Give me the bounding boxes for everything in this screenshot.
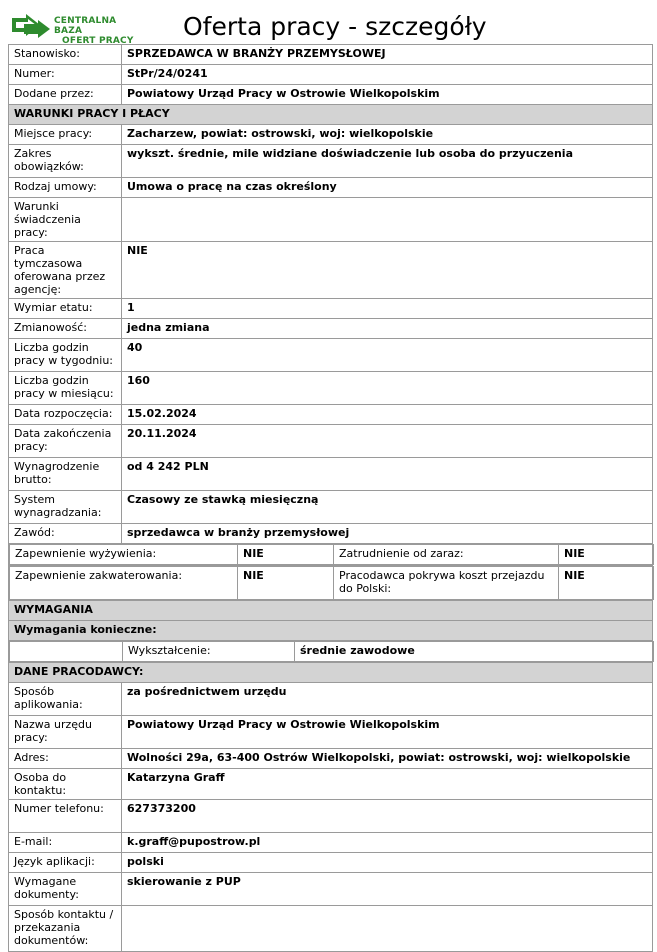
value-shifts: jedna zmiana: [122, 319, 653, 339]
row-pay-system: [9, 491, 653, 524]
row-email: [9, 833, 653, 853]
label-position: Stanowisko:: [9, 45, 122, 65]
label-fte: Wymiar etatu:: [9, 299, 122, 319]
row-flags-1: [9, 544, 653, 566]
page-header: [0, 0, 657, 44]
row-shifts: [9, 319, 653, 339]
label-shifts: Zmianowość:: [9, 319, 122, 339]
value-fte: 1: [122, 299, 653, 319]
value-salary: od 4 242 PLN: [122, 458, 653, 491]
label-start-date: Data rozpoczęcia:: [9, 405, 122, 425]
row-work-conditions: [9, 198, 653, 242]
row-education: [9, 641, 653, 663]
logo-line-2: OFERT PRACY: [62, 36, 134, 46]
value-work-conditions: [122, 198, 653, 242]
label-address: Adres:: [9, 749, 122, 769]
value-address: Wolności 29a, 63-400 Ostrów Wielkopolski, powiat: ostrowski, woj: wielkopolskie: [122, 749, 653, 769]
label-documents: Wymagane dokumenty:: [9, 873, 122, 906]
value-education: średnie zawodowe: [295, 642, 654, 662]
offer-details-table: [8, 44, 653, 952]
label-duties: Zakres obowiązków:: [9, 145, 122, 178]
section-conditions: [9, 105, 653, 125]
label-pay-system: System wynagradzania:: [9, 491, 122, 524]
row-workplace: [9, 125, 653, 145]
value-phone: 627373200: [122, 800, 653, 833]
value-workplace: Zacharzew, powiat: ostrowski, woj: wielkopolskie: [122, 125, 653, 145]
page-title: Oferta pracy - szczegóły: [183, 12, 487, 41]
section-employer: [9, 663, 653, 683]
row-address: [9, 749, 653, 769]
value-contract-type: Umowa o pracę na czas określony: [122, 178, 653, 198]
label-contract-type: Rodzaj umowy:: [9, 178, 122, 198]
label-office-name: Nazwa urzędu pracy:: [9, 716, 122, 749]
education-spacer: [10, 642, 123, 662]
value-temp-agency: NIE: [122, 242, 653, 299]
label-added-by: Dodane przez:: [9, 85, 122, 105]
value-pay-system: Czasowy ze stawką miesięczną: [122, 491, 653, 524]
row-duties: [9, 145, 653, 178]
row-fte: [9, 299, 653, 319]
value-hours-month: 160: [122, 372, 653, 405]
row-office-name: [9, 716, 653, 749]
label-education: Wykształcenie:: [123, 642, 295, 662]
flags-2-cell: [9, 566, 653, 601]
row-phone: [9, 800, 653, 833]
value-food: NIE: [238, 545, 334, 565]
value-office-name: Powiatowy Urząd Pracy w Ostrowie Wielkopolskim: [122, 716, 653, 749]
row-contact-method: [9, 906, 653, 952]
value-hours-week: 40: [122, 339, 653, 372]
section-conditions-title: WARUNKI PRACY I PŁACY: [9, 105, 653, 125]
label-occupation: Zawód:: [9, 524, 122, 544]
row-apply-method: [9, 683, 653, 716]
row-end-date: [9, 425, 653, 458]
row-start-date: [9, 405, 653, 425]
value-duties: wykszt. średnie, mile widziane doświadczenie lub osoba do przyuczenia: [122, 145, 653, 178]
row-position: [9, 45, 653, 65]
row-contract-type: [9, 178, 653, 198]
label-number: Numer:: [9, 65, 122, 85]
value-contact-method: [122, 906, 653, 952]
row-occupation: [9, 524, 653, 544]
label-immediate: Zatrudnienie od zaraz:: [334, 545, 559, 565]
label-temp-agency: Praca tymczasowa oferowana przez agencję:: [9, 242, 122, 299]
label-work-conditions: Warunki świadczenia pracy:: [9, 198, 122, 242]
label-contact-method: Sposób kontaktu / przekazania dokumentów:: [9, 906, 122, 952]
label-contact-person: Osoba do kontaktu:: [9, 769, 122, 800]
row-added-by: [9, 85, 653, 105]
label-end-date: Data zakończenia pracy:: [9, 425, 122, 458]
row-language: [9, 853, 653, 873]
row-contact-person: [9, 769, 653, 800]
value-language: polski: [122, 853, 653, 873]
logo-arrow-icon: [10, 14, 54, 40]
label-travel: Pracodawca pokrywa koszt przejazdu do Polski:: [334, 567, 559, 600]
logo-line-1: CENTRALNA BAZA: [54, 16, 117, 36]
flags-1-table: [9, 544, 654, 565]
row-hours-week: [9, 339, 653, 372]
value-added-by: Powiatowy Urząd Pracy w Ostrowie Wielkopolskim: [122, 85, 653, 105]
value-contact-person: Katarzyna Graff: [122, 769, 653, 800]
value-immediate: NIE: [559, 545, 654, 565]
cbop-logo: [10, 14, 140, 46]
flags-2-table: [9, 566, 654, 600]
value-housing: NIE: [238, 567, 334, 600]
value-start-date: 15.02.2024: [122, 405, 653, 425]
label-food: Zapewnienie wyżywienia:: [10, 545, 238, 565]
label-email: E-mail:: [9, 833, 122, 853]
section-required-title: Wymagania konieczne:: [9, 621, 653, 641]
row-salary: [9, 458, 653, 491]
value-documents: skierowanie z PUP: [122, 873, 653, 906]
value-position: SPRZEDAWCA W BRANŻY PRZEMYSŁOWEJ: [122, 45, 653, 65]
row-temp-agency: [9, 242, 653, 299]
value-number: StPr/24/0241: [122, 65, 653, 85]
row-number: [9, 65, 653, 85]
label-workplace: Miejsce pracy:: [9, 125, 122, 145]
label-phone: Numer telefonu:: [9, 800, 122, 833]
label-salary: Wynagrodzenie brutto:: [9, 458, 122, 491]
value-occupation: sprzedawca w branży przemysłowej: [122, 524, 653, 544]
row-hours-month: [9, 372, 653, 405]
row-flags-2: [9, 566, 653, 601]
value-apply-method: za pośrednictwem urzędu: [122, 683, 653, 716]
label-hours-month: Liczba godzin pracy w miesiącu:: [9, 372, 122, 405]
section-requirements: [9, 601, 653, 621]
label-language: Język aplikacji:: [9, 853, 122, 873]
row-documents: [9, 873, 653, 906]
section-employer-title: DANE PRACODAWCY:: [9, 663, 653, 683]
label-apply-method: Sposób aplikowania:: [9, 683, 122, 716]
flags-1-cell: [9, 544, 653, 566]
education-table: [9, 641, 654, 662]
label-hours-week: Liczba godzin pracy w tygodniu:: [9, 339, 122, 372]
section-requirements-title: WYMAGANIA: [9, 601, 653, 621]
section-required: [9, 621, 653, 641]
value-end-date: 20.11.2024: [122, 425, 653, 458]
value-travel: NIE: [559, 567, 654, 600]
education-cell: [9, 641, 653, 663]
value-email[interactable]: k.graff@pupostrow.pl: [122, 833, 653, 853]
label-housing: Zapewnienie zakwaterowania:: [10, 567, 238, 600]
